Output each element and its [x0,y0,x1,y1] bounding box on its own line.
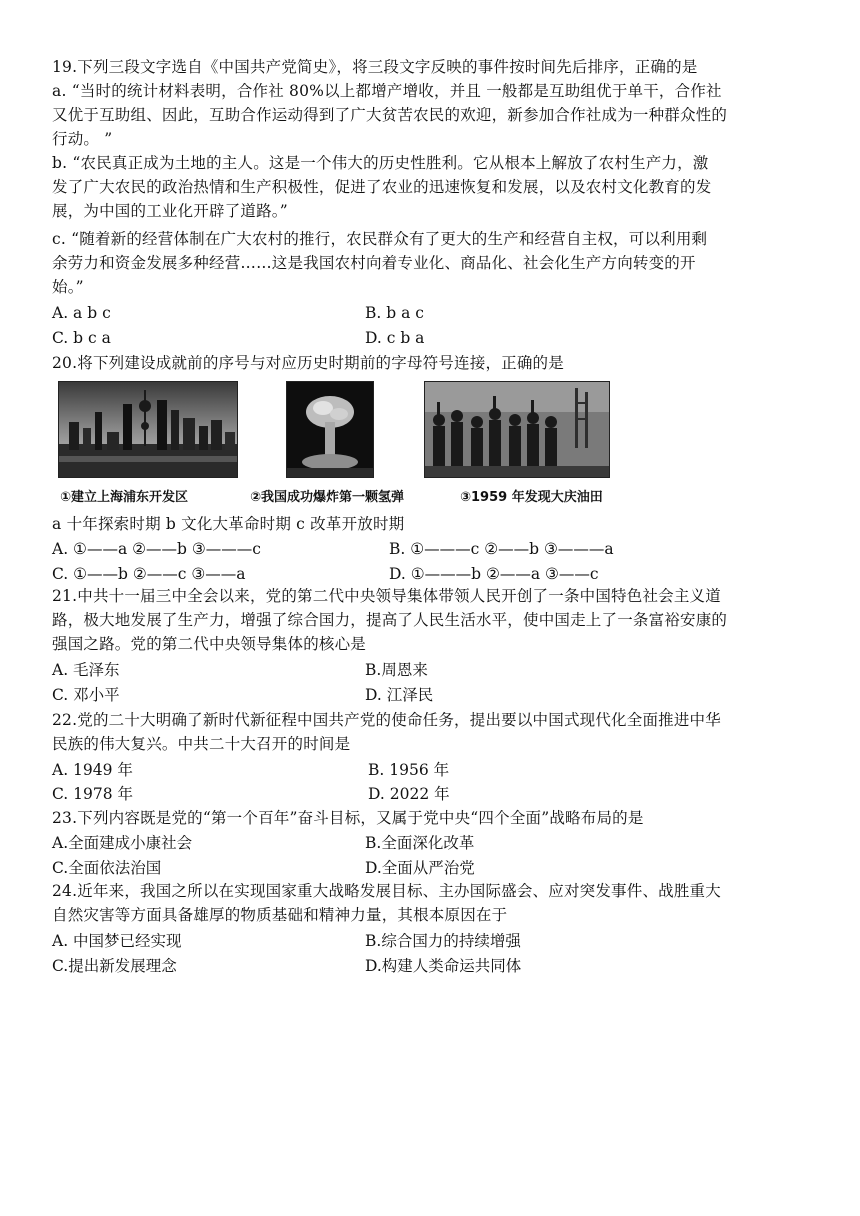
q21-option-b[interactable]: B.周恩来 [365,661,428,679]
q20-option-d[interactable]: D. ①———b ②——a ③——c [389,565,599,583]
q20-option-c[interactable]: C. ①——b ②——c ③——a [52,565,246,583]
photo-caption-2: ②我国成功爆炸第一颗氢弹 [250,490,405,505]
q23-option-d[interactable]: D.全面从严治党 [365,859,475,877]
q24-option-c[interactable]: C.提出新发展理念 [52,957,177,975]
q24-stem-line1: 24.近年来，我国之所以在实现国家重大战略发展目标、主办国际盛会、应对突发事件、战胜重大 [52,882,721,900]
q19-option-b[interactable]: B. b a c [365,304,424,322]
daqing-oilfield-photo [424,381,610,478]
q24-option-a[interactable]: A. 中国梦已经实现 [52,932,182,950]
q19-passage-a-line2: 又优于互助组、因此，互助合作运动得到了广大贫苦农民的欢迎，新参加合作社成为一种群众性的 [52,106,728,124]
q23-option-c[interactable]: C.全面依法治国 [52,859,162,877]
q19-passage-c-line3: 始。” [52,278,84,296]
q19-passage-a-line1: a. “当时的统计材料表明，合作社 80%以上都增产增收，并且 一般都是互助组优于单干，合作社 [52,82,722,100]
q22-option-c[interactable]: C. 1978 年 [52,785,134,803]
q21-stem-line1: 21.中共十一届三中全会以来，党的第二代中央领导集体带领人民开创了一条中国特色社会主义道 [52,587,721,605]
pudong-skyline-photo [58,381,238,478]
q21-option-c[interactable]: C. 邓小平 [52,686,120,704]
q20-periods: a 十年探索时期 b 文化大革命时期 c 改革开放时期 [52,515,405,533]
q24-option-b[interactable]: B.综合国力的持续增强 [365,932,521,950]
q22-option-b[interactable]: B. 1956 年 [368,761,450,779]
hydrogen-bomb-photo [286,381,374,478]
q23-stem: 23.下列内容既是党的“第一个百年”奋斗目标，又属于党中央“四个全面”战略布局的是 [52,809,644,827]
q22-option-d[interactable]: D. 2022 年 [368,785,450,803]
q19-passage-b-line1: b. “农民真正成为土地的主人。这是一个伟大的历史性胜利。它从根本上解放了农村生产力，激 [52,154,709,172]
photo-caption-3: ③1959 年发现大庆油田 [460,490,603,505]
q19-passage-b-line2: 发了广大农民的政治热情和生产积极性，促进了农业的迅速恢复和发展，以及农村文化教育的发 [52,178,712,196]
q20-option-a[interactable]: A. ①——a ②——b ③———c [52,540,261,558]
q19-passage-b-line3: 展，为中国的工业化开辟了道路。” [52,202,288,220]
q19-passage-a-line3: 行动。 ” [52,130,113,148]
q19-passage-c-line2: 余劳力和资金发展多种经营……这是我国农村向着专业化、商品化、社会化生产方向转变的开 [52,254,696,272]
q23-option-a[interactable]: A.全面建成小康社会 [52,834,193,852]
q21-option-d[interactable]: D. 江泽民 [365,686,434,704]
q21-option-a[interactable]: A. 毛泽东 [52,661,120,679]
q21-stem-line3: 强国之路。党的第二代中央领导集体的核心是 [52,635,367,653]
q23-option-b[interactable]: B.全面深化改革 [365,834,475,852]
q22-option-a[interactable]: A. 1949 年 [52,761,133,779]
photo-caption-1: ①建立上海浦东开发区 [60,490,189,505]
q19-option-a[interactable]: A. a b c [52,304,111,322]
q24-option-d[interactable]: D.构建人类命运共同体 [365,957,522,975]
q19-stem: 19.下列三段文字选自《中国共产党简史》，将三段文字反映的事件按时间先后排序，正确的是 [52,58,698,76]
q21-stem-line2: 路，极大地发展了生产力，增强了综合国力，提高了人民生活水平，使中国走上了一条富裕安康的 [52,611,728,629]
q19-option-d[interactable]: D. c b a [365,329,425,347]
q19-passage-c-line1: c. “随着新的经营体制在广大农村的推行，农民群众有了更大的生产和经营自主权，可以利用剩 [52,230,708,248]
q22-stem-line1: 22.党的二十大明确了新时代新征程中国共产党的使命任务，提出要以中国式现代化全面推进中华 [52,711,721,729]
q24-stem-line2: 自然灾害等方面具备雄厚的物质基础和精神力量，其根本原因在于 [52,906,508,924]
q22-stem-line2: 民族的伟大复兴。中共二十大召开的时间是 [52,735,351,753]
q19-option-c[interactable]: C. b c a [52,329,111,347]
q20-stem: 20.将下列建设成就前的序号与对应历史时期前的字母符号连接，正确的是 [52,354,564,372]
q20-option-b[interactable]: B. ①———c ②——b ③———a [389,540,614,558]
